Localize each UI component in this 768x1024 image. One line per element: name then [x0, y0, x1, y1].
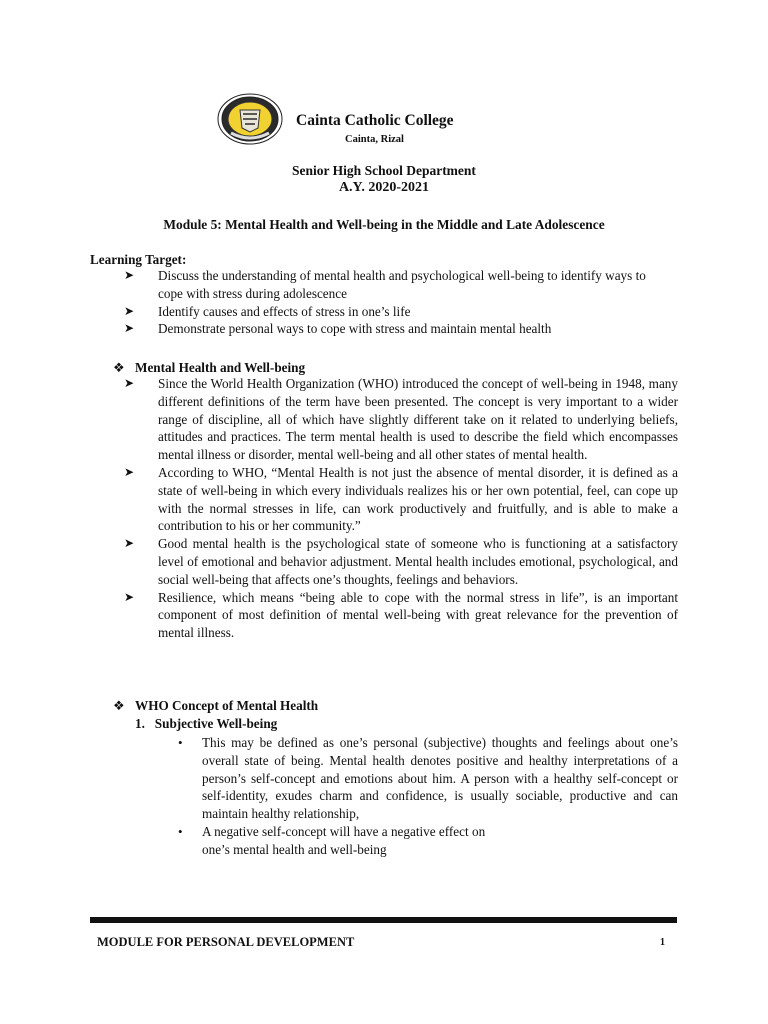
list-item: • A negative self-concept will have a negative effect on one’s mental health and well-being	[178, 823, 486, 857]
list-item: ➤ Resilience, which means “being able to cope with the normal stress in life”, is an important component of most definition of mental well-being with great relevance for the prevention of mental illness.	[124, 589, 678, 641]
arrow-bullet-icon: ➤	[124, 464, 135, 479]
section-heading-mental-health: Mental Health and Well-being	[135, 360, 306, 375]
mental-health-list	[124, 375, 678, 642]
section-heading-who-concept: WHO Concept of Mental Health	[135, 698, 319, 713]
diamond-bullet-icon: ❖	[113, 698, 125, 713]
module-title: Module 5: Mental Health and Well-being in the Middle and Late Adolescence	[163, 217, 605, 232]
footer-divider	[90, 917, 677, 923]
list-item: ➤ Identify causes and effects of stress in one’s life	[124, 303, 411, 319]
college-seal	[217, 93, 283, 145]
subheading-subjective-well-being: 1. Subjective Well-being	[135, 716, 278, 731]
list-item: ➤ Demonstrate personal ways to cope with stress and maintain mental health	[124, 321, 552, 337]
subjective-well-being-list	[178, 734, 678, 859]
list-item: ➤ Good mental health is the psychological state of someone who is functioning at a satisfactory level of emotional and behavior adjustment. Mental health includes emotional, psychological, and social well-being that affects one’s thoughts, feelings and behaviors.	[124, 536, 678, 587]
list-item: ➤ Since the World Health Organization (WHO) introduced the concept of well-being in 1948, many different definitions of the term have been presented. The concept is very important to a wider range of discipline, all of which have slightly different take on it related to underlying beliefs, attitudes and practices. The term mental health is used to describe the field which encompasses mental illness or disorder, mental well-being and all other states of mental health.	[124, 376, 678, 463]
arrow-bullet-icon: ➤	[124, 376, 135, 390]
learning-target-list	[124, 267, 674, 338]
arrow-bullet-icon: ➤	[124, 268, 135, 282]
academic-year: A.Y. 2020-2021	[338, 180, 430, 195]
arrow-bullet-icon: ➤	[124, 303, 135, 318]
list-item: • This may be defined as one’s personal (subjective) thoughts and feelings about one’s overall state of being. Mental health denotes positive and healthy interpretations of a person’s self-concept and emotions about him. A person with a healthy self-concept or self-identity, exudes charm and confidence, is usually sociable, productive and can maintain healthy relationship,	[178, 735, 678, 822]
list-item: ➤ Discuss the understanding of mental health and psychological well-being to identify ways to cope with stress during adolescence	[124, 268, 646, 301]
arrow-bullet-icon: ➤	[124, 321, 135, 336]
department-title: Senior High School Department	[292, 163, 476, 178]
college-place: Cainta, Rizal	[345, 134, 404, 145]
diamond-bullet-icon: ❖	[113, 360, 125, 375]
page-number: 1	[660, 937, 665, 948]
footer-module-title: MODULE FOR PERSONAL DEVELOPMENT	[97, 935, 355, 949]
learning-target-label: Learning Target:	[90, 252, 187, 267]
bullet-dot-icon: •	[178, 823, 183, 839]
list-item: ➤ According to WHO, “Mental Health is not just the absence of mental disorder, it is defined as a state of well-being in which every individuals realizes his or her own potential, feel, can cope up with the normal stresses in life, can work productively and fruitfully, and is able to make a contribution to his or her community.”	[124, 464, 678, 534]
arrow-bullet-icon: ➤	[124, 589, 135, 604]
arrow-bullet-icon: ➤	[124, 536, 135, 551]
college-name: Cainta Catholic College	[296, 112, 454, 129]
bullet-dot-icon: •	[178, 735, 183, 750]
